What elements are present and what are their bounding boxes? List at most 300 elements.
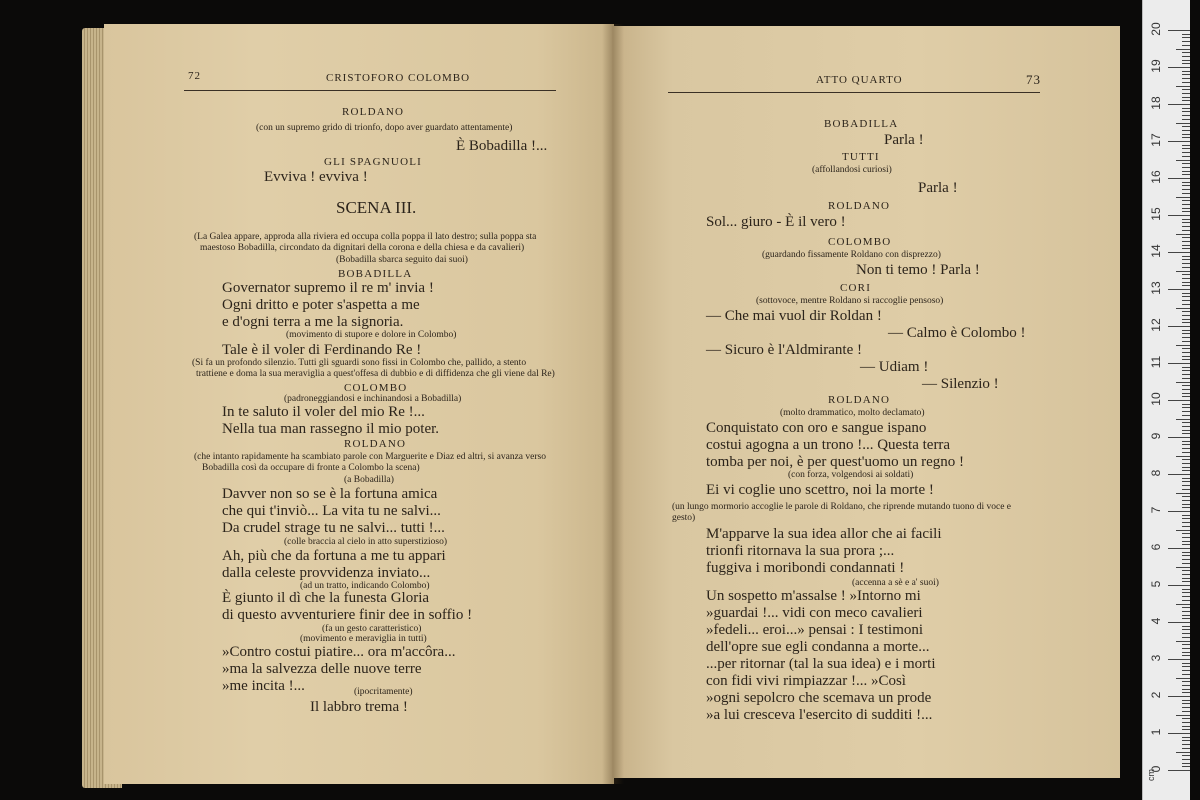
left-page-line: SCENA III. — [336, 198, 417, 217]
ruler-tick — [1176, 345, 1190, 346]
ruler-tick — [1168, 437, 1190, 438]
left-running-head: CRISTOFORO COLOMBO — [326, 72, 471, 84]
ruler-tick — [1182, 156, 1190, 157]
ruler-tick — [1182, 544, 1190, 545]
ruler-tick — [1182, 337, 1190, 338]
ruler-tick — [1182, 711, 1190, 712]
ruler-tick — [1182, 541, 1190, 542]
ruler-tick — [1182, 430, 1190, 431]
ruler-tick — [1182, 637, 1190, 638]
left-page-line: (con un supremo grido di trionfo, dopo aver guardato attentamente) — [256, 123, 513, 133]
ruler-tick — [1182, 718, 1190, 719]
ruler-tick — [1176, 271, 1190, 272]
ruler-tick — [1182, 581, 1190, 582]
ruler-tick — [1168, 326, 1190, 327]
measuring-ruler — [1142, 0, 1190, 800]
ruler-tick — [1168, 733, 1190, 734]
ruler-tick — [1182, 404, 1190, 405]
ruler-tick — [1182, 504, 1190, 505]
ruler-tick — [1182, 367, 1190, 368]
right-header-rule — [668, 92, 1040, 93]
right-page-line: Parla ! — [884, 132, 924, 148]
ruler-tick — [1176, 752, 1190, 753]
ruler-tick — [1182, 126, 1190, 127]
ruler-number: 1 — [1149, 728, 1163, 736]
left-page-line: dalla celeste provvidenza inviato... — [222, 565, 431, 581]
ruler-tick — [1182, 629, 1190, 630]
ruler-tick — [1182, 681, 1190, 682]
ruler-tick — [1182, 63, 1190, 64]
ruler-tick — [1182, 496, 1190, 497]
ruler-tick — [1182, 134, 1190, 135]
ruler-tick — [1182, 330, 1190, 331]
ruler-number: 19 — [1149, 59, 1163, 73]
ruler-tick — [1182, 352, 1190, 353]
ruler-tick — [1182, 285, 1190, 286]
ruler-tick — [1182, 578, 1190, 579]
left-page-line: (Si fa un profondo silenzio. Tutti gli sguardi sono fissi in Colombo che, pallido, a stento — [192, 358, 527, 368]
ruler-tick — [1182, 148, 1190, 149]
ruler-tick — [1182, 740, 1190, 741]
ruler-tick — [1182, 256, 1190, 257]
ruler-tick — [1182, 267, 1190, 268]
left-page-line: Tale è il voler di Ferdinando Re ! — [222, 342, 422, 358]
ruler-tick — [1182, 248, 1190, 249]
left-page-line: Il labbro trema ! — [310, 699, 408, 715]
ruler-tick — [1182, 322, 1190, 323]
ruler-tick — [1182, 311, 1190, 312]
right-page-line: fuggiva i moribondi condannati ! — [706, 560, 905, 576]
left-page-line: (colle braccia al cielo in atto superstizioso) — [284, 537, 448, 547]
right-page-line: costui agogna a un trono !... Questa terra — [706, 437, 951, 453]
ruler-tick — [1182, 589, 1190, 590]
left-page-line: (movimento e meraviglia in tutti) — [300, 634, 427, 644]
ruler-tick — [1182, 152, 1190, 153]
right-page-line: — Sicuro è l'Aldmirante ! — [706, 342, 862, 358]
right-page-line: Ei vi coglie uno scettro, noi la morte ! — [706, 482, 934, 498]
ruler-tick — [1182, 626, 1190, 627]
ruler-number: 16 — [1149, 170, 1163, 184]
left-page-line: (fa un gesto caratteristico) — [322, 624, 422, 634]
ruler-tick — [1182, 555, 1190, 556]
right-page-line: (sottovoce, mentre Roldano si raccoglie pensoso) — [756, 296, 944, 306]
ruler-number: 14 — [1149, 244, 1163, 258]
ruler-tick — [1182, 185, 1190, 186]
ruler-tick — [1182, 119, 1190, 120]
ruler-tick — [1182, 489, 1190, 490]
ruler-tick — [1182, 222, 1190, 223]
right-page-line: Conquistato con oro e sangue ispano — [706, 420, 927, 436]
left-page-line: ROLDANO — [344, 438, 407, 450]
ruler-tick — [1168, 252, 1190, 253]
left-header-rule — [184, 90, 556, 91]
right-page-line: BOBADILLA — [824, 118, 899, 130]
ruler-number: 10 — [1149, 392, 1163, 406]
ruler-tick — [1182, 615, 1190, 616]
right-page-line: dell'opre sue egli condanna a morte... — [706, 639, 930, 655]
ruler-tick — [1182, 426, 1190, 427]
left-page-line: GLI SPAGNUOLI — [324, 156, 423, 168]
ruler-tick — [1182, 700, 1190, 701]
ruler-tick — [1182, 130, 1190, 131]
ruler-tick — [1182, 452, 1190, 453]
ruler-tick — [1182, 611, 1190, 612]
ruler-tick — [1182, 570, 1190, 571]
ruler-tick — [1182, 333, 1190, 334]
ruler-tick — [1182, 666, 1190, 667]
ruler-tick — [1182, 300, 1190, 301]
ruler-tick — [1168, 400, 1190, 401]
right-page-line: COLOMBO — [828, 236, 892, 248]
right-page-line: (molto drammatico, molto declamato) — [780, 408, 925, 418]
ruler-tick — [1182, 296, 1190, 297]
ruler-unit: cm — [1146, 769, 1156, 781]
ruler-number: 4 — [1149, 617, 1163, 625]
right-page-line: (accenna a sè e a' suoi) — [852, 578, 939, 588]
right-page-line: Sol... giuro - È il vero ! — [706, 214, 846, 230]
left-page-line: COLOMBO — [344, 382, 408, 394]
ruler-tick — [1182, 633, 1190, 634]
ruler-tick — [1182, 552, 1190, 553]
left-page-line: Ogni dritto e poter s'aspetta a me — [222, 297, 420, 313]
ruler-tick — [1182, 596, 1190, 597]
ruler-tick — [1182, 463, 1190, 464]
ruler-tick — [1168, 585, 1190, 586]
ruler-tick — [1182, 748, 1190, 749]
ruler-tick — [1182, 459, 1190, 460]
ruler-tick — [1168, 770, 1190, 771]
ruler-tick — [1182, 41, 1190, 42]
ruler-tick — [1182, 652, 1190, 653]
right-page-line: gesto) — [672, 513, 696, 523]
ruler-tick — [1182, 689, 1190, 690]
ruler-tick — [1182, 485, 1190, 486]
ruler-tick — [1182, 444, 1190, 445]
ruler-tick — [1182, 208, 1190, 209]
ruler-number: 0 — [1149, 765, 1163, 773]
right-page-line: — Che mai vuol dir Roldan ! — [706, 308, 882, 324]
ruler-number: 3 — [1149, 654, 1163, 662]
left-page-line: In te saluto il voler del mio Re !... — [222, 404, 425, 420]
ruler-tick — [1182, 470, 1190, 471]
right-page-line: tomba per noi, è per quest'uomo un regno ! — [706, 454, 965, 470]
ruler-tick — [1182, 52, 1190, 53]
ruler-tick — [1182, 766, 1190, 767]
ruler-tick — [1182, 56, 1190, 57]
ruler-tick — [1168, 622, 1190, 623]
ruler-tick — [1182, 644, 1190, 645]
ruler-tick — [1182, 174, 1190, 175]
left-page — [104, 24, 614, 784]
ruler-tick — [1182, 441, 1190, 442]
right-page-line: »ogni sepolcro che scemava un prode — [706, 690, 932, 706]
ruler-tick — [1182, 655, 1190, 656]
ruler-tick — [1176, 567, 1190, 568]
ruler-tick — [1182, 433, 1190, 434]
right-page-line: trionfi ritornava la sua prora ;... — [706, 543, 895, 559]
ruler-tick — [1182, 415, 1190, 416]
ruler-number: 8 — [1149, 469, 1163, 477]
ruler-tick — [1182, 211, 1190, 212]
left-page-line: Davver non so se è la fortuna amica — [222, 486, 438, 502]
left-page-line: Bobadilla così da occupare di fronte a Colombo la scena) — [202, 463, 420, 473]
ruler-tick — [1168, 548, 1190, 549]
ruler-tick — [1182, 755, 1190, 756]
left-page-line: ROLDANO — [342, 106, 405, 118]
ruler-tick — [1182, 137, 1190, 138]
ruler-tick — [1182, 115, 1190, 116]
ruler-tick — [1182, 393, 1190, 394]
ruler-tick — [1182, 219, 1190, 220]
left-page-line: e d'ogni terra a me la signoria. — [222, 314, 404, 330]
right-page-line: — Silenzio ! — [922, 376, 999, 392]
ruler-tick — [1182, 515, 1190, 516]
right-page-line: — Udiam ! — [860, 359, 929, 375]
ruler-tick — [1182, 648, 1190, 649]
ruler-number: 11 — [1149, 355, 1163, 369]
ruler-tick — [1182, 396, 1190, 397]
right-page-number: 73 — [1026, 72, 1041, 87]
ruler-tick — [1182, 481, 1190, 482]
ruler-tick — [1182, 89, 1190, 90]
ruler-tick — [1182, 563, 1190, 564]
ruler-tick — [1182, 763, 1190, 764]
ruler-tick — [1182, 759, 1190, 760]
ruler-tick — [1182, 108, 1190, 109]
right-page-line: ROLDANO — [828, 394, 891, 406]
ruler-tick — [1182, 341, 1190, 342]
ruler-tick — [1182, 389, 1190, 390]
left-page-line: Evviva ! evviva ! — [264, 169, 368, 185]
ruler-number: 13 — [1149, 281, 1163, 295]
right-page-line: — Calmo è Colombo ! — [888, 325, 1026, 341]
ruler-tick — [1182, 182, 1190, 183]
ruler-number: 18 — [1149, 96, 1163, 110]
right-page-line: Parla ! — [918, 180, 958, 196]
ruler-tick — [1182, 607, 1190, 608]
ruler-tick — [1182, 100, 1190, 101]
ruler-tick — [1182, 507, 1190, 508]
ruler-tick — [1182, 559, 1190, 560]
ruler-tick — [1176, 493, 1190, 494]
ruler-tick — [1176, 419, 1190, 420]
right-page-line: ...per ritornar (tal la sua idea) e i morti — [706, 656, 936, 672]
ruler-number: 17 — [1149, 133, 1163, 147]
ruler-tick — [1176, 123, 1190, 124]
book-gutter — [602, 24, 624, 784]
ruler-tick — [1168, 474, 1190, 475]
ruler-tick — [1182, 370, 1190, 371]
ruler-tick — [1182, 241, 1190, 242]
ruler-tick — [1168, 215, 1190, 216]
ruler-tick — [1168, 511, 1190, 512]
ruler-tick — [1182, 200, 1190, 201]
ruler-tick — [1182, 533, 1190, 534]
right-page-line: ROLDANO — [828, 200, 891, 212]
ruler-tick — [1176, 678, 1190, 679]
left-page-line: È giunto il dì che la funesta Gloria — [222, 590, 430, 606]
right-page-line: »fedeli... eroi...» pensai : I testimoni — [706, 622, 924, 638]
right-page-line: Un sospetto m'assalse ! »Intorno mi — [706, 588, 921, 604]
right-page-line: Non ti temo ! Parla ! — [856, 262, 980, 278]
ruler-tick — [1176, 234, 1190, 235]
ruler-tick — [1182, 670, 1190, 671]
right-page-line: »guardai !... vidi con meco cavalieri — [706, 605, 923, 621]
left-page-line: BOBADILLA — [338, 268, 413, 280]
left-page-line: che qui t'inviò... La vita tu ne salvi... — [222, 503, 441, 519]
ruler-tick — [1176, 382, 1190, 383]
left-page-line: (ad un tratto, indicando Colombo) — [300, 581, 430, 591]
ruler-tick — [1182, 422, 1190, 423]
ruler-tick — [1182, 163, 1190, 164]
ruler-tick — [1182, 522, 1190, 523]
ruler-tick — [1182, 467, 1190, 468]
ruler-tick — [1182, 71, 1190, 72]
ruler-tick — [1182, 692, 1190, 693]
ruler-tick — [1176, 308, 1190, 309]
ruler-tick — [1182, 674, 1190, 675]
ruler-tick — [1182, 204, 1190, 205]
ruler-tick — [1182, 726, 1190, 727]
ruler-number: 15 — [1149, 207, 1163, 221]
ruler-tick — [1182, 319, 1190, 320]
ruler-number: 12 — [1149, 318, 1163, 332]
right-page — [612, 26, 1120, 778]
ruler-tick — [1182, 722, 1190, 723]
ruler-tick — [1182, 274, 1190, 275]
ruler-tick — [1182, 145, 1190, 146]
ruler-tick — [1176, 197, 1190, 198]
left-page-line: (movimento di stupore e dolore in Colombo) — [286, 330, 457, 340]
right-page-line: (un lungo mormorio accoglie le parole di Roldano, che riprende mutando tuono di voce e — [672, 502, 1011, 512]
ruler-tick — [1176, 49, 1190, 50]
left-page-line: (a Bobadilla) — [344, 475, 394, 485]
ruler-tick — [1182, 407, 1190, 408]
ruler-tick — [1182, 193, 1190, 194]
ruler-tick — [1182, 230, 1190, 231]
right-page-line: »a lui cresceva l'esercito di sudditi !... — [706, 707, 933, 723]
ruler-tick — [1182, 737, 1190, 738]
ruler-tick — [1176, 641, 1190, 642]
ruler-tick — [1182, 526, 1190, 527]
right-page-line: (con forza, volgendosi ai soldati) — [788, 470, 914, 480]
left-page-line: maestoso Bobadilla, circondato da dignitari della corona e della chiesa e da cavalieri) — [200, 243, 525, 253]
ruler-tick — [1182, 74, 1190, 75]
ruler-tick — [1176, 530, 1190, 531]
ruler-tick — [1168, 363, 1190, 364]
left-page-line: (ipocritamente) — [354, 687, 413, 697]
right-page-line: con fidi vivi rimpiazzar !... »Così — [706, 673, 906, 689]
ruler-tick — [1182, 378, 1190, 379]
ruler-tick — [1176, 160, 1190, 161]
ruler-tick — [1182, 448, 1190, 449]
ruler-tick — [1182, 518, 1190, 519]
ruler-tick — [1168, 659, 1190, 660]
ruler-tick — [1182, 282, 1190, 283]
ruler-tick — [1182, 663, 1190, 664]
left-page-line: (padroneggiandosi e inchinandosi a Bobadilla) — [284, 394, 462, 404]
ruler-tick — [1182, 34, 1190, 35]
ruler-tick — [1182, 263, 1190, 264]
ruler-tick — [1168, 289, 1190, 290]
ruler-tick — [1182, 348, 1190, 349]
ruler-tick — [1182, 315, 1190, 316]
ruler-tick — [1182, 111, 1190, 112]
ruler-tick — [1176, 456, 1190, 457]
ruler-tick — [1182, 82, 1190, 83]
ruler-tick — [1168, 696, 1190, 697]
ruler-tick — [1168, 67, 1190, 68]
left-page-number: 72 — [188, 70, 201, 82]
ruler-tick — [1182, 278, 1190, 279]
ruler-tick — [1182, 685, 1190, 686]
left-page-line: »Contro costui piatire... ora m'accôra... — [222, 644, 456, 660]
ruler-tick — [1182, 703, 1190, 704]
ruler-number: 5 — [1149, 580, 1163, 588]
right-page-line: TUTTI — [842, 151, 880, 163]
ruler-tick — [1182, 237, 1190, 238]
right-page-line: (guardando fissamente Roldano con disprezzo) — [762, 250, 941, 260]
left-page-line: »ma la salvezza delle nuove terre — [222, 661, 422, 677]
ruler-tick — [1182, 374, 1190, 375]
ruler-tick — [1168, 141, 1190, 142]
ruler-tick — [1182, 411, 1190, 412]
ruler-tick — [1182, 97, 1190, 98]
ruler-tick — [1182, 359, 1190, 360]
left-page-line: È Bobadilla !... — [456, 138, 548, 154]
ruler-tick — [1182, 78, 1190, 79]
left-page-line: Governator supremo il re m' invia ! — [222, 280, 434, 296]
ruler-tick — [1182, 167, 1190, 168]
ruler-tick — [1182, 356, 1190, 357]
ruler-tick — [1182, 592, 1190, 593]
right-running-head: ATTO QUARTO — [816, 74, 903, 86]
left-page-line: (Bobadilla sbarca seguito dai suoi) — [336, 255, 468, 265]
ruler-tick — [1182, 500, 1190, 501]
ruler-tick — [1182, 226, 1190, 227]
left-page-line: »me incita !... — [222, 678, 305, 694]
ruler-tick — [1182, 574, 1190, 575]
ruler-tick — [1182, 37, 1190, 38]
left-page-line: Nella tua man rassegno il mio poter. — [222, 421, 440, 437]
ruler-number: 6 — [1149, 543, 1163, 551]
ruler-tick — [1182, 45, 1190, 46]
ruler-tick — [1182, 304, 1190, 305]
ruler-tick — [1168, 178, 1190, 179]
ruler-tick — [1182, 60, 1190, 61]
ruler-tick — [1182, 171, 1190, 172]
right-page-line: (affollandosi curiosi) — [812, 165, 892, 175]
left-page-line: Da crudel strage tu ne salvi... tutti !... — [222, 520, 445, 536]
ruler-tick — [1168, 104, 1190, 105]
left-page-line: di questo avventuriere finir dee in soffio ! — [222, 607, 473, 623]
ruler-tick — [1182, 93, 1190, 94]
ruler-tick — [1182, 618, 1190, 619]
ruler-number: 20 — [1149, 22, 1163, 36]
ruler-tick — [1182, 293, 1190, 294]
ruler-tick — [1182, 537, 1190, 538]
ruler-number: 7 — [1149, 506, 1163, 514]
ruler-number: 9 — [1149, 432, 1163, 440]
ruler-tick — [1182, 729, 1190, 730]
ruler-tick — [1182, 478, 1190, 479]
ruler-tick — [1176, 86, 1190, 87]
ruler-tick — [1182, 259, 1190, 260]
ruler-tick — [1182, 189, 1190, 190]
ruler-tick — [1182, 744, 1190, 745]
ruler-number: 2 — [1149, 691, 1163, 699]
ruler-tick — [1176, 715, 1190, 716]
